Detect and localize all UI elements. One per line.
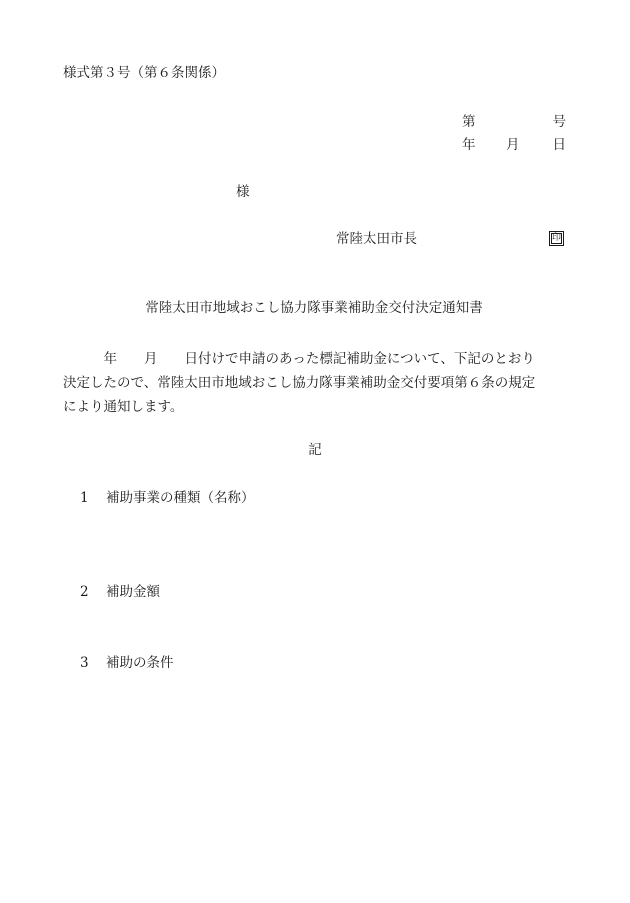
item-label: 補助の条件 (106, 655, 174, 671)
body-line-1: 年 月 日付けで申請のあった標記補助金について、下記のとおり (63, 351, 535, 367)
body-paragraph (63, 347, 583, 419)
seal-mark (549, 231, 564, 246)
addressee-honorific: 様 (236, 184, 250, 200)
form-number: 様式第３号（第６条関係） (63, 65, 225, 81)
date-year-label: 年 (462, 137, 476, 153)
list-item (80, 586, 160, 600)
document-title-text: 常陸太田市地域おこし協力隊事業補助金交付決定通知書 (145, 300, 483, 316)
item-label: 補助金額 (106, 584, 160, 600)
document-number-prefix: 第 (462, 114, 476, 130)
item-number: 2 (80, 584, 89, 600)
date-day-label: 日 (552, 137, 566, 153)
document-title (0, 302, 630, 316)
item-label: 補助事業の種類（名称） (106, 490, 255, 506)
list-item (80, 492, 255, 506)
body-line-2: 決定したので、常陸太田市地域おこし協力隊事業補助金交付要項第６条の規定 (63, 375, 536, 391)
date-month-label: 月 (506, 137, 520, 153)
seal-text: 印 (551, 233, 561, 243)
body-line-3: により通知します。 (63, 399, 184, 415)
ki-heading: 記 (308, 442, 322, 458)
item-number: 3 (80, 655, 89, 671)
document-number-suffix: 号 (552, 114, 566, 130)
list-item (80, 657, 174, 671)
item-number: 1 (80, 490, 89, 506)
sender-name: 常陸太田市長 (336, 231, 417, 247)
